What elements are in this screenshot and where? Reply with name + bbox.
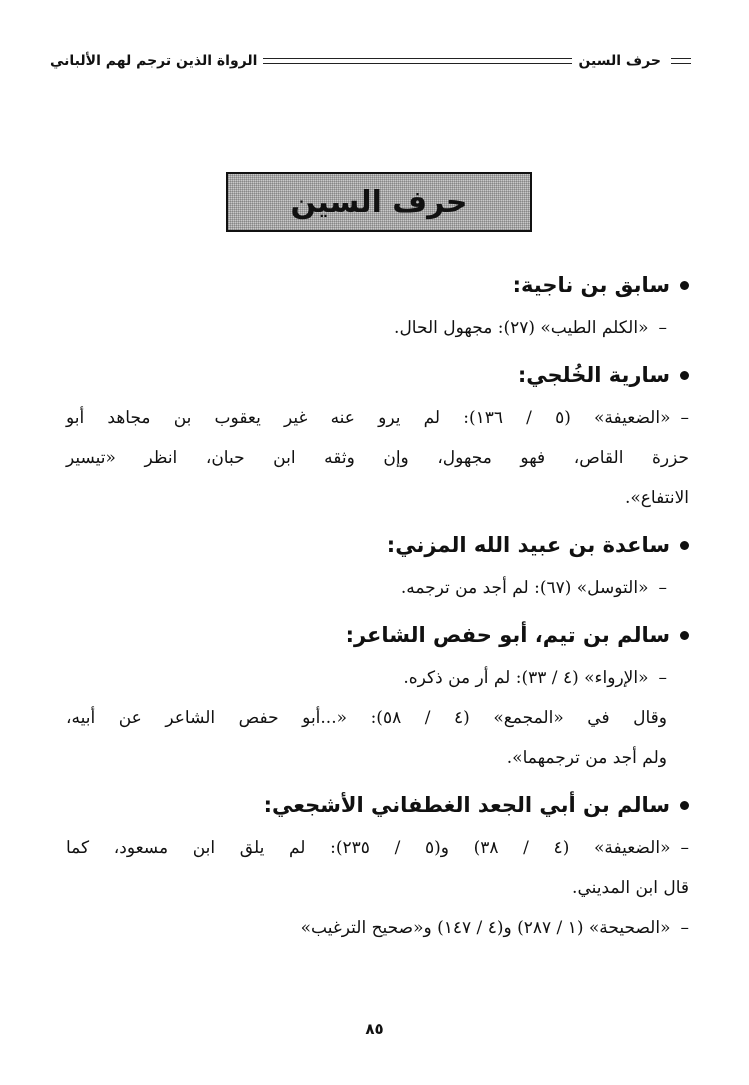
chapter-title-box (226, 172, 532, 232)
entry-text-line: –«الضعيفة» (٤ / ٣٨) و(٥ / ٢٣٥): لم يلق ابن مسعود، كما (66, 838, 689, 858)
entry-text-line: –«التوسل» (٦٧): لم أجد من ترجمه. (400, 578, 667, 598)
dash-icon: – (658, 578, 667, 598)
bullet-icon (680, 371, 689, 380)
entry-text-line: وقال في «المجمع» (٤ / ٥٨): «...أبو حفص الشاعر عن أبيه، (66, 708, 667, 728)
bullet-icon (680, 631, 689, 640)
entry-text-line: –«الضعيفة» (٥ / ١٣٦): لم يرو عنه غير يعقوب بن مجاهد أبو (66, 408, 689, 428)
entry-text-line: –«الصحيحة» (١ / ٢٨٧) و(٤ / ١٤٧) و«صحيح الترغيب» (300, 918, 689, 938)
entry (66, 612, 689, 778)
entry-name: سالم بن تيم، أبو حفص الشاعر: (345, 623, 670, 647)
entry-text-line: –«الكلم الطيب» (٢٧): مجهول الحال. (394, 318, 667, 338)
entry-heading (66, 522, 689, 568)
entry-name: سارية الخُلجي: (517, 363, 670, 387)
dash-icon: – (680, 838, 689, 858)
entry (66, 262, 689, 348)
entry (66, 782, 689, 948)
dash-icon: – (680, 918, 689, 938)
header-rule-right (671, 58, 691, 64)
page-body (66, 262, 689, 948)
bullet-icon (680, 801, 689, 810)
dash-icon: – (680, 408, 689, 428)
entry-name: سابق بن ناجية: (512, 273, 670, 297)
entry-heading (66, 262, 689, 308)
entry-name: ساعدة بن عبيد الله المزني: (386, 533, 670, 557)
entry-text-line: ولم أجد من ترجمهما». (506, 748, 667, 768)
bullet-icon (680, 281, 689, 290)
header-section-label: حرف السين (578, 53, 661, 69)
dash-icon: – (658, 318, 667, 338)
entry-name: سالم بن أبي الجعد الغطفاني الأشجعي: (263, 793, 670, 817)
bullet-icon (680, 541, 689, 550)
page-number: ٨٥ (365, 1020, 384, 1038)
entry (66, 522, 689, 608)
chapter-title: حرف السين (290, 184, 468, 220)
entry-heading (66, 782, 689, 828)
entry-text-line: حزرة القاص، فهو مجهول، وإن وثقه ابن حبان، انظر «تيسير (66, 448, 689, 468)
entry-heading (66, 612, 689, 658)
entry-heading (66, 352, 689, 398)
running-header (50, 50, 691, 72)
entry-text-line: قال ابن المديني. (572, 878, 689, 898)
entry-text-line: –«الإرواء» (٤ / ٣٣): لم أر من ذكره. (403, 668, 667, 688)
dash-icon: – (658, 668, 667, 688)
header-book-title: الرواة الذين ترجم لهم الألباني (50, 53, 258, 69)
entry-text-line: الانتفاع». (624, 488, 689, 508)
entry (66, 352, 689, 518)
header-rule-middle (263, 58, 572, 64)
